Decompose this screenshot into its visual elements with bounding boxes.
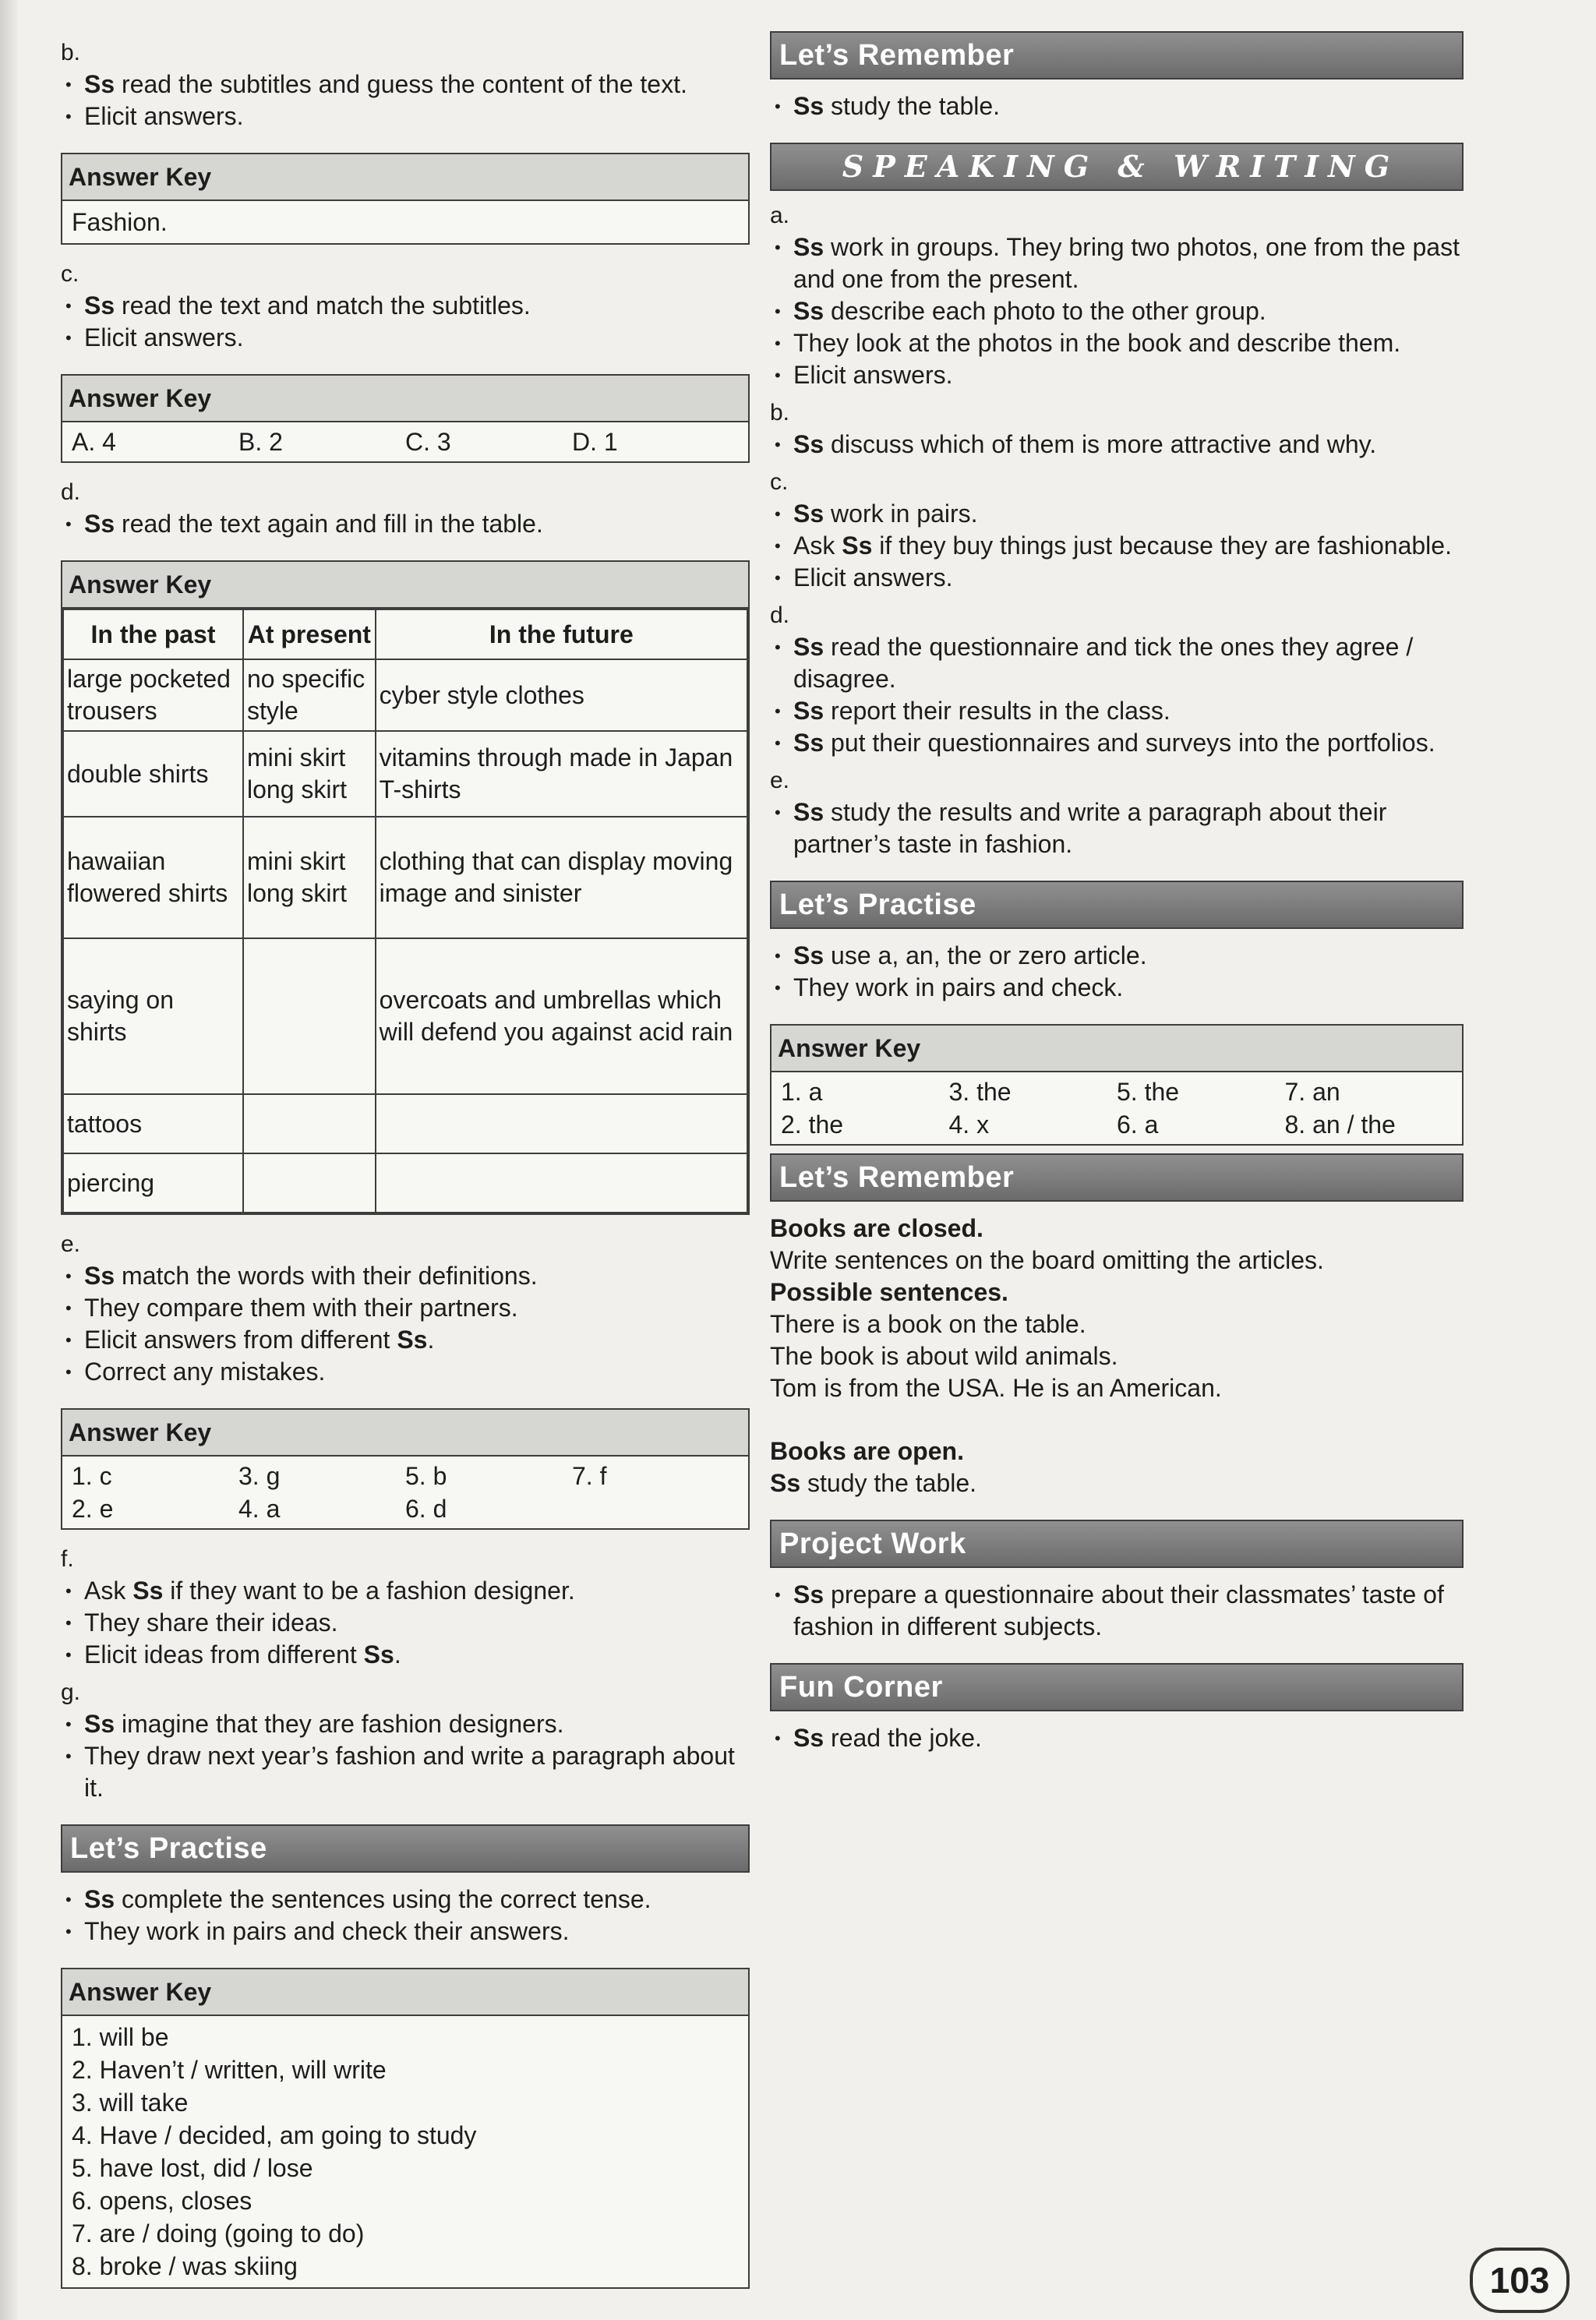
bullet-list	[770, 231, 1464, 391]
table-cell: mini skirt long skirt	[243, 731, 376, 817]
bullet-item: • Ss match the words with their definitions.	[61, 1260, 750, 1292]
table-row	[63, 817, 747, 938]
bullet-item: • Ss read the questionnaire and tick the ones they agree / disagree.	[770, 631, 1464, 695]
answer-cell: 3. g	[238, 1462, 281, 1490]
answer-cell: 7. an	[1284, 1078, 1340, 1106]
answer-key-box	[61, 1968, 750, 2289]
bullet-list	[61, 69, 750, 132]
answer-cell: 2. the	[781, 1111, 844, 1139]
bullet-item: • They compare them with their partners.	[61, 1292, 750, 1324]
step-label: g.	[61, 1679, 81, 1705]
books-open-text: Ss study the table.	[770, 1469, 977, 1497]
step-label: b.	[770, 400, 790, 426]
bullet-item: • They work in pairs and check.	[770, 972, 1464, 1004]
step-label: e.	[770, 768, 790, 793]
bullet-item: • Elicit answers.	[770, 562, 1464, 594]
table-cell: saying on shirts	[63, 938, 243, 1094]
table-cell	[243, 1094, 376, 1153]
answer-line: 7. are / doing (going to do)	[72, 2219, 365, 2248]
bullet-list	[770, 498, 1464, 594]
possible-sentences-heading: Possible sentences.	[770, 1278, 1008, 1306]
answer-cell: 8. an / the	[1284, 1111, 1396, 1139]
table-row	[63, 659, 747, 731]
bullet-item: • Elicit ideas from different Ss.	[61, 1639, 750, 1671]
table-header: In the past	[63, 609, 243, 659]
answer-cell: 4. x	[948, 1111, 990, 1139]
example-sentence: Tom is from the USA. He is an American.	[770, 1374, 1222, 1402]
answer-key-title: Answer Key	[62, 154, 748, 201]
table-row	[63, 731, 747, 817]
answer-cell: 5. b	[405, 1462, 447, 1490]
answer-cell: 6. a	[1117, 1111, 1159, 1139]
step-label: b.	[61, 40, 81, 65]
answer-cell: 3. the	[948, 1078, 1012, 1106]
step-label: c.	[61, 261, 79, 287]
answer-cell: 6. d	[405, 1495, 447, 1523]
bullet-item: • Ss complete the sentences using the correct tense.	[61, 1884, 750, 1916]
books-closed-heading: Books are closed.	[770, 1214, 983, 1242]
bullet-item: • Ss read the text again and fill in the table.	[61, 508, 750, 540]
table-cell: vitamins through made in Japan T-shirts	[376, 731, 747, 817]
step-label: d.	[770, 602, 790, 628]
bullet-list	[770, 1722, 1464, 1754]
right-column	[770, 31, 1464, 1754]
answer-key-grid	[62, 422, 748, 461]
bullet-item: • Ss describe each photo to the other group.	[770, 295, 1464, 327]
answer-key-text: Fashion.	[72, 208, 168, 236]
section-banner: Let’s Remember	[770, 31, 1464, 79]
bullet-item: • Ss discuss which of them is more attractive and why.	[770, 429, 1464, 461]
books-closed-text: Write sentences on the board omitting the articles.	[770, 1246, 1324, 1274]
answer-key-title: Answer Key	[62, 1410, 748, 1457]
bullet-item: • They draw next year’s fashion and write a paragraph about it.	[61, 1740, 750, 1804]
answer-key-title: Answer Key	[772, 1026, 1462, 1072]
answer-cell: D. 1	[572, 428, 618, 456]
answer-key-grid	[62, 1457, 748, 1528]
speaking-writing-banner: SPEAKING & WRITING	[770, 143, 1464, 191]
answer-key-title: Answer Key	[62, 1969, 748, 2016]
table-cell: hawaiian flowered shirts	[63, 817, 243, 938]
page-number: 103	[1470, 2248, 1570, 2313]
example-sentence: The book is about wild animals.	[770, 1342, 1118, 1370]
section-banner: Project Work	[770, 1520, 1464, 1568]
answer-cell: C. 3	[405, 428, 451, 456]
answer-cell: 1. a	[781, 1078, 823, 1106]
answer-line: 5. have lost, did / lose	[72, 2154, 313, 2182]
answer-cell: 1. c	[72, 1462, 112, 1490]
answer-key-box	[61, 1408, 750, 1530]
table-cell: piercing	[63, 1153, 243, 1213]
step-label: c.	[770, 469, 789, 495]
answer-key-box	[61, 374, 750, 463]
bullet-item: • Ask Ss if they buy things just because they are fashionable.	[770, 530, 1464, 562]
table-header: In the future	[376, 609, 747, 659]
answer-line: 8. broke / was skiing	[72, 2252, 298, 2280]
answer-cell	[572, 1494, 739, 1524]
table-cell: tattoos	[63, 1094, 243, 1153]
section-banner: Fun Corner	[770, 1663, 1464, 1711]
table-cell: no specific style	[243, 659, 376, 731]
left-column	[61, 31, 750, 2304]
bullet-list	[61, 508, 750, 540]
fashion-table	[62, 609, 748, 1213]
bullet-list	[770, 1579, 1464, 1643]
page-spine-shadow	[0, 0, 17, 2320]
bullet-item: • Elicit answers from different Ss.	[61, 1324, 750, 1356]
table-cell: large pocketed trousers	[63, 659, 243, 731]
bullet-item: • Correct any mistakes.	[61, 1356, 750, 1388]
bullet-list	[770, 796, 1464, 860]
answer-cell: 5. the	[1117, 1078, 1180, 1106]
table-cell	[376, 1094, 747, 1153]
answer-cell: 2. e	[72, 1495, 114, 1523]
section-banner: Let’s Remember	[770, 1153, 1464, 1202]
bullet-item: • Ss study the results and write a paragraph about their partner’s taste in fashion.	[770, 796, 1464, 860]
bullet-item: • Ss imagine that they are fashion designers.	[61, 1708, 750, 1740]
bullet-item: • Ss report their results in the class.	[770, 695, 1464, 727]
table-row	[63, 938, 747, 1094]
answer-key-box	[61, 560, 750, 1215]
step-label: f.	[61, 1546, 74, 1572]
bullet-list	[61, 1575, 750, 1671]
bullet-list	[770, 90, 1464, 122]
bullet-list	[770, 631, 1464, 759]
table-row	[63, 1153, 747, 1213]
bullet-item: • Ss work in pairs.	[770, 498, 1464, 530]
bullet-item: • Ss read the subtitles and guess the content of the text.	[61, 69, 750, 101]
bullet-list	[61, 1708, 750, 1804]
bullet-item: • Elicit answers.	[61, 322, 750, 354]
table-cell: mini skirt long skirt	[243, 817, 376, 938]
bullet-item: • Elicit answers.	[61, 101, 750, 132]
table-cell: double shirts	[63, 731, 243, 817]
answer-key-box	[770, 1024, 1464, 1146]
bullet-list	[770, 940, 1464, 1004]
bullet-item: • They work in pairs and check their answers.	[61, 1916, 750, 1947]
answer-key-title: Answer Key	[62, 562, 748, 609]
step-label: d.	[61, 479, 81, 505]
bullet-list	[770, 429, 1464, 461]
answer-key-lines	[62, 2016, 748, 2287]
section-banner: Let’s Practise	[770, 881, 1464, 929]
example-sentence: There is a book on the table.	[770, 1310, 1086, 1338]
table-cell: cyber style clothes	[376, 659, 747, 731]
section-banner: Let’s Practise	[61, 1824, 750, 1873]
table-cell	[376, 1153, 747, 1213]
answer-key-title: Answer Key	[62, 376, 748, 422]
bullet-list	[61, 290, 750, 354]
bullet-item: • Ss use a, an, the or zero article.	[770, 940, 1464, 972]
bullet-item: • Ss study the table.	[770, 90, 1464, 122]
bullet-item: • Ss work in groups. They bring two photos, one from the past and one from the present.	[770, 231, 1464, 295]
bullet-list	[61, 1260, 750, 1388]
books-open-heading: Books are open.	[770, 1437, 964, 1465]
table-row	[63, 1094, 747, 1153]
bullet-item: • Ss read the text and match the subtitles.	[61, 290, 750, 322]
table-cell: clothing that can display moving image and sinister	[376, 817, 747, 938]
answer-line: 6. opens, closes	[72, 2187, 252, 2215]
bullet-item: • Ss read the joke.	[770, 1722, 1464, 1754]
table-header: At present	[243, 609, 376, 659]
answer-line: 1. will be	[72, 2023, 169, 2051]
bullet-list	[61, 1884, 750, 1947]
answer-cell: 4. a	[238, 1495, 281, 1523]
answer-key-box	[61, 153, 750, 245]
table-cell: overcoats and umbrellas which will defend you against acid rain	[376, 938, 747, 1094]
answer-line: 3. will take	[72, 2089, 189, 2117]
answer-line: 4. Have / decided, am going to study	[72, 2121, 477, 2149]
step-label: a.	[770, 203, 790, 228]
bullet-item: • They look at the photos in the book and describe them.	[770, 327, 1464, 359]
bullet-item: • Ask Ss if they want to be a fashion designer.	[61, 1575, 750, 1607]
table-cell	[243, 1153, 376, 1213]
bullet-item: • Elicit answers.	[770, 359, 1464, 391]
step-label: e.	[61, 1231, 81, 1257]
bullet-item: • Ss put their questionnaires and surveys into the portfolios.	[770, 727, 1464, 759]
answer-key-grid	[772, 1072, 1462, 1144]
answer-cell: A. 4	[72, 428, 116, 456]
answer-line: 2. Haven’t / written, will write	[72, 2056, 387, 2084]
answer-cell: 7. f	[572, 1462, 607, 1490]
answer-cell: B. 2	[238, 428, 283, 456]
bullet-item: • Ss prepare a questionnaire about their classmates’ taste of fashion in different subjects.	[770, 1579, 1464, 1643]
bullet-item: • They share their ideas.	[61, 1607, 750, 1639]
table-cell	[243, 938, 376, 1094]
